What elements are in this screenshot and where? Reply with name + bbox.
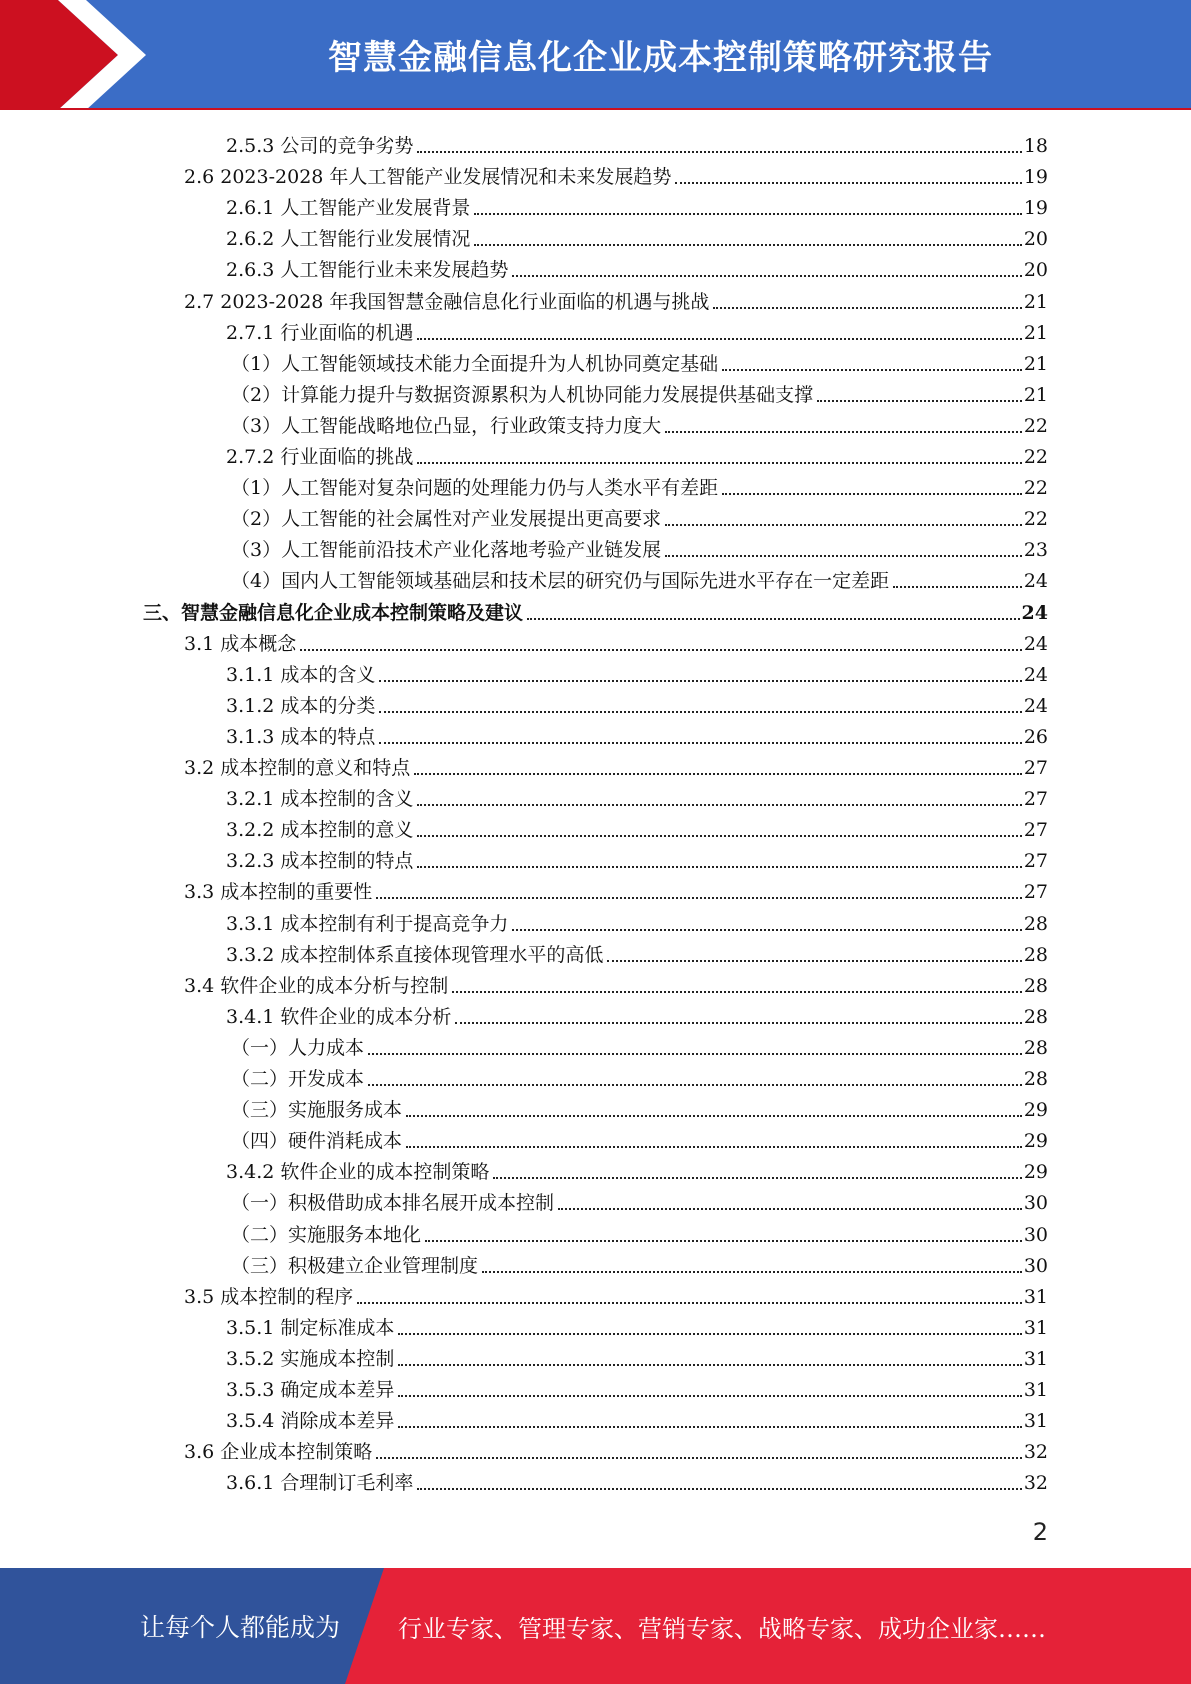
toc-entry-page: 27 <box>1023 757 1048 779</box>
toc-dot-leader <box>376 1457 1022 1459</box>
toc-entry[interactable] <box>143 594 1048 625</box>
toc-entry[interactable] <box>226 905 1048 936</box>
toc-entry-page: 30 <box>1023 1254 1048 1277</box>
toc-entry-title: 3.5.3 确定成本差异 <box>226 1379 395 1401</box>
toc-entry[interactable] <box>231 1122 1048 1153</box>
toc-dot-leader <box>474 213 1021 215</box>
toc-entry[interactable] <box>226 1402 1048 1433</box>
toc-entry-title: 2.6 2023-2028 年人工智能产业发展情况和未来发展趋势 <box>184 166 672 189</box>
toc-entry-title: （3）人工智能前沿技术产业化落地考验产业链发展 <box>231 539 662 562</box>
toc-entry[interactable] <box>226 1371 1048 1402</box>
toc-entry-page: 28 <box>1023 1005 1048 1028</box>
toc-entry-page: 21 <box>1023 383 1048 406</box>
toc-dot-leader <box>414 773 1022 775</box>
toc-dot-leader <box>425 1240 1022 1242</box>
toc-entry-title: 3.3.1 成本控制有利于提高竞争力 <box>226 912 509 935</box>
toc-entry[interactable] <box>231 407 1048 438</box>
toc-entry-title: 3.3.2 成本控制体系直接体现管理水平的高低 <box>226 943 604 966</box>
toc-entry-page: 27 <box>1023 819 1048 842</box>
toc-dot-leader <box>512 929 1021 931</box>
toc-entry-page: 27 <box>1023 788 1048 811</box>
toc-dot-leader <box>379 680 1021 682</box>
toc-dot-leader <box>398 1395 1021 1397</box>
toc-entry-page: 28 <box>1023 974 1048 997</box>
toc-entry-page: 29 <box>1023 1130 1048 1153</box>
toc-entry-page: 30 <box>1023 1192 1048 1215</box>
toc-entry[interactable] <box>226 220 1048 251</box>
toc-dot-leader <box>493 1177 1021 1179</box>
toc-entry[interactable] <box>226 1309 1048 1340</box>
toc-entry[interactable] <box>226 438 1048 469</box>
toc-entry[interactable] <box>226 251 1048 282</box>
toc-entry-page: 26 <box>1023 725 1048 748</box>
toc-dot-leader <box>722 493 1022 495</box>
toc-entry-page: 31 <box>1023 1347 1048 1370</box>
toc-entry-page: 32 <box>1023 1441 1048 1464</box>
toc-dot-leader <box>398 1333 1021 1335</box>
toc-entry-page: 21 <box>1023 352 1048 375</box>
toc-entry-page: 28 <box>1023 943 1048 966</box>
toc-dot-leader <box>398 1364 1021 1366</box>
toc-entry-title: （二）开发成本 <box>231 1068 365 1090</box>
toc-entry-page: 24 <box>1021 601 1048 624</box>
toc-entry-title: （一）人力成本 <box>231 1036 365 1059</box>
toc-dot-leader <box>417 338 1021 340</box>
toc-entry-page: 23 <box>1023 539 1048 562</box>
toc-entry-title: 2.6.2 人工智能行业发展情况 <box>226 228 471 251</box>
toc-dot-leader <box>452 991 1022 993</box>
page-number: 2 <box>1032 1518 1048 1546</box>
page-footer <box>0 1568 1191 1684</box>
toc-entry-title: 2.7.2 行业面临的挑战 <box>226 446 414 468</box>
toc-entry-title: （三）实施服务成本 <box>231 1099 403 1122</box>
toc-dot-leader <box>722 369 1022 371</box>
toc-entry-title: 2.7.1 行业面临的机遇 <box>226 321 414 344</box>
toc-entry-title: 3.4.2 软件企业的成本控制策略 <box>226 1161 490 1184</box>
toc-entry-title: （4）国内人工智能领域基础层和技术层的研究仍与国际先进水平存在一定差距 <box>231 570 890 593</box>
toc-entry-title: 3.4 软件企业的成本分析与控制 <box>184 974 449 997</box>
toc-entry-title: 3.5.4 消除成本差异 <box>226 1410 395 1433</box>
toc-dot-leader <box>417 462 1021 464</box>
toc-entry-title: 3.1.3 成本的特点 <box>226 725 376 748</box>
toc-entry[interactable] <box>184 625 1048 656</box>
toc-dot-leader <box>675 182 1021 184</box>
toc-entry[interactable] <box>226 718 1048 749</box>
toc-entry-title: 3.5.2 实施成本控制 <box>226 1347 395 1370</box>
toc-entry[interactable] <box>226 1153 1048 1184</box>
toc-entry-page: 22 <box>1023 508 1048 531</box>
toc-entry-page: 28 <box>1023 1068 1048 1090</box>
toc-entry-title: 3.1.1 成本的含义 <box>226 663 376 686</box>
toc-entry-page: 28 <box>1023 912 1048 935</box>
toc-entry-title: （3）人工智能战略地位凸显，行业政策支持力度大 <box>231 414 662 437</box>
toc-dot-leader <box>417 804 1021 806</box>
toc-entry-title: 3.3 成本控制的重要性 <box>184 881 373 904</box>
toc-dot-leader <box>558 1208 1022 1210</box>
toc-dot-leader <box>482 1271 1022 1273</box>
toc-entry[interactable] <box>231 469 1048 500</box>
toc-entry-page: 27 <box>1023 850 1048 873</box>
toc-dot-leader <box>368 1084 1022 1086</box>
toc-dot-leader <box>417 866 1021 868</box>
toc-entry-title: 3.6 企业成本控制策略 <box>184 1441 373 1464</box>
toc-dot-leader <box>713 307 1021 309</box>
toc-dot-leader <box>357 1302 1022 1304</box>
toc-entry[interactable] <box>231 1184 1048 1215</box>
toc-entry-title: 2.7 2023-2028 年我国智慧金融信息化行业面临的机遇与挑战 <box>184 290 710 313</box>
toc-entry[interactable] <box>226 127 1048 158</box>
toc-dot-leader <box>368 1053 1022 1055</box>
toc-dot-leader <box>607 960 1021 962</box>
toc-entry-page: 20 <box>1023 228 1048 251</box>
toc-entry[interactable] <box>226 936 1048 967</box>
toc-entry-page: 22 <box>1023 446 1048 468</box>
toc-entry-title: （1）人工智能领域技术能力全面提升为人机协同奠定基础 <box>231 352 719 375</box>
toc-entry-title: （二）实施服务本地化 <box>231 1223 422 1246</box>
toc-dot-leader <box>417 151 1021 153</box>
toc-entry-page: 24 <box>1023 570 1048 593</box>
toc-entry-page: 31 <box>1023 1410 1048 1433</box>
toc-entry-title: （一）积极借助成本排名展开成本控制 <box>231 1192 555 1215</box>
toc-entry-title: 3.1.2 成本的分类 <box>226 694 376 717</box>
toc-entry-page: 21 <box>1023 321 1048 344</box>
toc-dot-leader <box>817 400 1022 402</box>
toc-dot-leader <box>665 524 1022 526</box>
toc-entry-title: 3.2 成本控制的意义和特点 <box>184 757 411 779</box>
toc-entry[interactable] <box>231 376 1048 407</box>
toc-entry-title: 2.6.1 人工智能产业发展背景 <box>226 197 471 220</box>
toc-entry-title: 3.4.1 软件企业的成本分析 <box>226 1005 452 1028</box>
toc-entry[interactable] <box>184 1278 1048 1309</box>
toc-dot-leader <box>300 649 1022 651</box>
toc-entry[interactable] <box>184 873 1048 904</box>
toc-entry[interactable] <box>226 1340 1048 1371</box>
page-header <box>0 0 1191 110</box>
toc-entry-page: 24 <box>1023 663 1048 686</box>
toc-entry-title: 2.6.3 人工智能行业未来发展趋势 <box>226 259 509 282</box>
toc-dot-leader <box>455 1022 1021 1024</box>
toc-entry[interactable] <box>226 998 1048 1029</box>
footer-slogan-left: 让每个人都能成为 <box>140 1613 341 1642</box>
toc-dot-leader <box>665 555 1022 557</box>
toc-entry-title: 2.5.3 公司的竞争劣势 <box>226 135 414 157</box>
toc-entry-title: 3.5.1 制定标准成本 <box>226 1316 395 1339</box>
toc-dot-leader <box>417 1488 1021 1490</box>
toc-entry-title: 3.2.3 成本控制的特点 <box>226 850 414 873</box>
toc-entry-title: （四）硬件消耗成本 <box>231 1130 403 1153</box>
toc-entry[interactable] <box>184 283 1048 314</box>
toc-entry[interactable] <box>226 314 1048 345</box>
toc-dot-leader <box>665 431 1022 433</box>
toc-entry[interactable] <box>184 967 1048 998</box>
toc-entry-page: 30 <box>1023 1223 1048 1246</box>
toc-entry[interactable] <box>231 531 1048 562</box>
toc-entry[interactable] <box>184 158 1048 189</box>
toc-entry[interactable] <box>226 1464 1048 1495</box>
toc-entry-page: 22 <box>1023 414 1048 437</box>
toc-entry-page: 19 <box>1023 166 1048 189</box>
toc-entry[interactable] <box>231 562 1048 593</box>
toc-entry-page: 22 <box>1023 477 1048 500</box>
toc-entry-page: 27 <box>1023 881 1048 904</box>
toc-entry[interactable] <box>184 1433 1048 1464</box>
toc-entry-title: 3.6.1 合理制订毛利率 <box>226 1472 414 1495</box>
toc-entry-title: （2）计算能力提升与数据资源累积为人机协同能力发展提供基础支撑 <box>231 383 814 406</box>
footer-slogan-right: 行业专家、管理专家、营销专家、战略专家、成功企业家…… <box>398 1614 1046 1643</box>
toc-entry-title: （三）积极建立企业管理制度 <box>231 1254 479 1277</box>
toc-entry-title: 三、智慧金融信息化企业成本控制策略及建议 <box>143 601 524 624</box>
toc-dot-leader <box>512 275 1021 277</box>
toc-dot-leader <box>474 244 1021 246</box>
toc-dot-leader <box>379 742 1021 744</box>
toc-entry[interactable] <box>231 345 1048 376</box>
toc-entry-page: 24 <box>1023 694 1048 717</box>
toc-dot-leader <box>376 897 1022 899</box>
toc-entry[interactable] <box>231 1247 1048 1278</box>
toc-entry[interactable] <box>226 842 1048 873</box>
toc-entry-page: 18 <box>1023 135 1048 157</box>
toc-entry-title: 3.1 成本概念 <box>184 632 297 655</box>
toc-entry-title: 3.2.1 成本控制的含义 <box>226 788 414 811</box>
toc-entry-title: 3.2.2 成本控制的意义 <box>226 819 414 842</box>
toc-entry-page: 20 <box>1023 259 1048 282</box>
toc-entry-page: 31 <box>1023 1316 1048 1339</box>
toc-entry[interactable] <box>231 1216 1048 1247</box>
toc-dot-leader <box>406 1146 1022 1148</box>
toc-dot-leader <box>527 618 1020 620</box>
toc-dot-leader <box>379 711 1021 713</box>
toc-entry[interactable] <box>231 1060 1048 1091</box>
toc-dot-leader <box>398 1426 1021 1428</box>
toc-entry-title: 3.5 成本控制的程序 <box>184 1285 354 1308</box>
toc-entry[interactable] <box>184 749 1048 780</box>
toc-entry-page: 24 <box>1023 632 1048 655</box>
toc-entry[interactable] <box>226 780 1048 811</box>
report-title: 智慧金融信息化企业成本控制策略研究报告 <box>328 37 993 78</box>
toc-entry-page: 29 <box>1023 1161 1048 1184</box>
toc-dot-leader <box>893 586 1022 588</box>
toc-entry[interactable] <box>226 189 1048 220</box>
toc-entry-page: 29 <box>1023 1099 1048 1122</box>
toc-entry-page: 32 <box>1023 1472 1048 1495</box>
toc-entry-page: 21 <box>1023 290 1048 313</box>
toc-entry-page: 28 <box>1023 1036 1048 1059</box>
toc-entry-page: 19 <box>1023 197 1048 220</box>
toc-entry[interactable] <box>226 656 1048 687</box>
toc-dot-leader <box>417 835 1021 837</box>
toc-entry-page: 31 <box>1023 1379 1048 1401</box>
toc-entry-title: （2）人工智能的社会属性对产业发展提出更高要求 <box>231 508 662 531</box>
toc-entry[interactable] <box>226 687 1048 718</box>
toc-entry[interactable] <box>231 1091 1048 1122</box>
toc-entry-page: 31 <box>1023 1285 1048 1308</box>
toc-entry[interactable] <box>231 500 1048 531</box>
toc-entry[interactable] <box>231 1029 1048 1060</box>
toc-entry-title: （1）人工智能对复杂问题的处理能力仍与人类水平有差距 <box>231 477 719 500</box>
toc-entry[interactable] <box>226 811 1048 842</box>
toc-dot-leader <box>406 1115 1022 1117</box>
